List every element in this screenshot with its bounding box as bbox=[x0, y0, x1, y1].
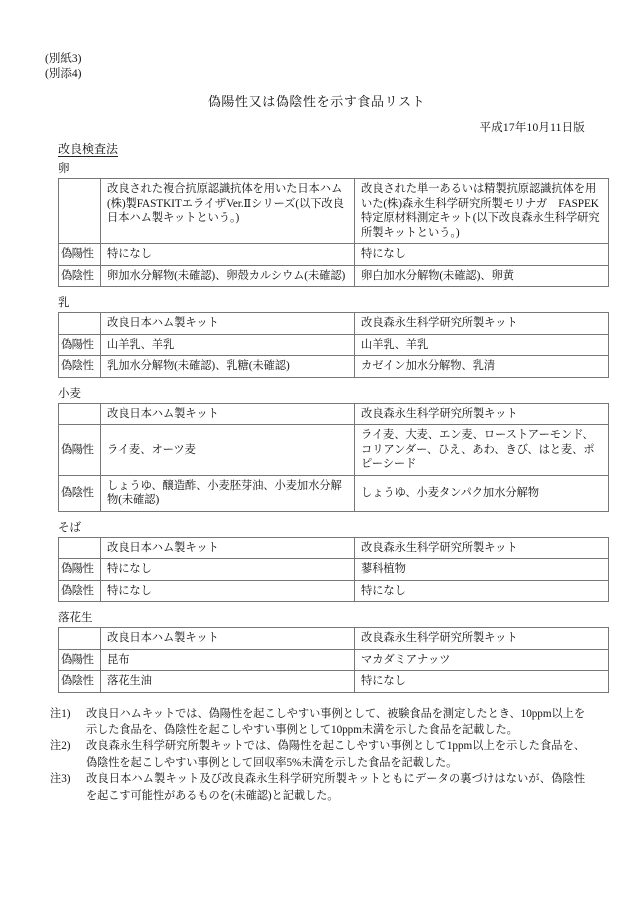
column-header-morinaga: 改良森永生科学研究所製キット bbox=[355, 537, 609, 559]
table-row bbox=[59, 265, 609, 287]
column-header-nipponham: 改良日本ハム製キット bbox=[101, 537, 355, 559]
table-milk bbox=[58, 312, 609, 378]
corner-cell bbox=[59, 403, 101, 425]
table-row bbox=[59, 649, 609, 671]
row-label-false-negative: 偽陰性 bbox=[59, 671, 101, 693]
cell-value: 蓼科植物 bbox=[355, 559, 609, 581]
cell-value: 特になし bbox=[101, 244, 355, 266]
cell-value: 特になし bbox=[355, 580, 609, 602]
cell-value: しょうゆ、小麦タンパク加水分解物 bbox=[355, 475, 609, 511]
section-label-buckwheat: そば bbox=[58, 521, 81, 534]
cell-value: 卵加水分解物(未確認)、卵殻カルシウム(未確認) bbox=[101, 265, 355, 287]
corner-cell bbox=[59, 537, 101, 559]
corner-cell bbox=[59, 313, 101, 335]
cell-value: 山羊乳、羊乳 bbox=[101, 334, 355, 356]
row-label-false-positive: 偽陽性 bbox=[59, 334, 101, 356]
row-label-false-negative: 偽陰性 bbox=[59, 475, 101, 511]
method-heading: 改良検査法 bbox=[58, 142, 119, 156]
column-header-nipponham: 改良された複合抗原認識抗体を用いた日本ハム(株)製FASTKITエライザVer.Ⅱシリーズ(以下改良日本ハム製キットという。) bbox=[101, 179, 355, 244]
row-label-false-positive: 偽陽性 bbox=[59, 425, 101, 476]
column-header-morinaga: 改良森永生科学研究所製キット bbox=[355, 313, 609, 335]
table-row bbox=[59, 425, 609, 476]
table-buckwheat bbox=[58, 537, 609, 603]
column-header-morinaga: 改良森永生科学研究所製キット bbox=[355, 403, 609, 425]
cell-value: しょうゆ、醸造酢、小麦胚芽油、小麦加水分解物(未確認) bbox=[101, 475, 355, 511]
table-row bbox=[59, 313, 609, 335]
cell-value: 特になし bbox=[101, 580, 355, 602]
table-row bbox=[59, 559, 609, 581]
cell-value: 特になし bbox=[355, 244, 609, 266]
table-wheat bbox=[58, 403, 609, 512]
cell-value: 卵白加水分解物(未確認)、卵黄 bbox=[355, 265, 609, 287]
table-row bbox=[59, 403, 609, 425]
footnote-number: 注2) bbox=[50, 740, 71, 753]
attachment-line-1: (別紙3) bbox=[45, 53, 82, 65]
section-buckwheat bbox=[42, 521, 585, 603]
table-peanut bbox=[58, 627, 609, 693]
cell-value: 山羊乳、羊乳 bbox=[355, 334, 609, 356]
row-label-false-negative: 偽陰性 bbox=[59, 265, 101, 287]
section-label-milk: 乳 bbox=[58, 297, 70, 309]
row-label-false-positive: 偽陽性 bbox=[59, 244, 101, 266]
row-label-false-negative: 偽陰性 bbox=[59, 580, 101, 602]
cell-value: カゼイン加水分解物、乳清 bbox=[355, 356, 609, 378]
section-label-peanut: 落花生 bbox=[58, 612, 93, 624]
cell-value: 落花生油 bbox=[101, 671, 355, 693]
row-label-false-positive: 偽陽性 bbox=[59, 649, 101, 671]
attachment-reference-block bbox=[45, 52, 585, 82]
section-egg bbox=[42, 162, 611, 287]
footnote-number: 注1) bbox=[50, 707, 71, 720]
table-row bbox=[59, 244, 609, 266]
cell-value: 昆布 bbox=[101, 649, 355, 671]
column-header-morinaga: 改良森永生科学研究所製キット bbox=[355, 628, 609, 650]
footnotes bbox=[50, 706, 585, 804]
table-row bbox=[59, 580, 609, 602]
section-milk bbox=[42, 296, 585, 378]
table-row bbox=[59, 179, 609, 244]
section-peanut bbox=[42, 611, 585, 693]
footnote-text: 改良森永生科学研究所製キットでは、偽陽性を起こしやすい事例として1ppm以上を示した食品を、偽陰性を起こしやすい事例として回収率5%未満を示した食品を記載した。 bbox=[86, 740, 585, 769]
column-header-morinaga: 改良された単一あるいは精製抗原認識抗体を用いた(株)森永生科学研究所製モリナガ FASPEK 特定原材料測定キット(以下改良森永生科学研究所製キットという。) bbox=[355, 179, 609, 244]
table-egg bbox=[58, 178, 609, 287]
table-row bbox=[59, 475, 609, 511]
footnote-text: 改良日本ハム製キット及び改良森永生科学研究所製キットともにデータの裏づけはないが、偽陰性を起こす可能性があるものを(未確認)と記載した。 bbox=[86, 773, 585, 802]
row-label-false-positive: 偽陽性 bbox=[59, 559, 101, 581]
footnote-number: 注3) bbox=[50, 773, 71, 786]
page-title: 偽陽性又は偽陰性を示す食品リスト bbox=[207, 94, 426, 109]
table-row bbox=[59, 628, 609, 650]
table-row bbox=[59, 537, 609, 559]
footnote-text: 改良日ハムキットでは、偽陽性を起こしやすい事例として、被験食品を測定したとき、10ppm以上を示した食品を、偽陰性を起こしやすい事例として10ppm未満を示した食品を記載した。 bbox=[86, 707, 585, 736]
cell-value: 特になし bbox=[101, 559, 355, 581]
row-label-false-negative: 偽陰性 bbox=[59, 356, 101, 378]
corner-cell bbox=[59, 628, 101, 650]
cell-value: 特になし bbox=[355, 671, 609, 693]
column-header-nipponham: 改良日本ハム製キット bbox=[101, 628, 355, 650]
attachment-line-2: (別添4) bbox=[45, 68, 82, 80]
section-label-egg: 卵 bbox=[58, 163, 70, 175]
section-label-wheat: 小麦 bbox=[58, 387, 81, 400]
table-row bbox=[59, 356, 609, 378]
column-header-nipponham: 改良日本ハム製キット bbox=[101, 403, 355, 425]
column-header-nipponham: 改良日本ハム製キット bbox=[101, 313, 355, 335]
footnote-item bbox=[50, 706, 585, 739]
table-row bbox=[59, 334, 609, 356]
document-date: 平成17年10月11日版 bbox=[479, 122, 585, 134]
cell-value: 乳加水分解物(未確認)、乳糖(未確認) bbox=[101, 356, 355, 378]
cell-value: マカダミアナッツ bbox=[355, 649, 609, 671]
table-row bbox=[59, 671, 609, 693]
section-wheat bbox=[42, 387, 595, 512]
footnote-item bbox=[50, 771, 585, 804]
cell-value: ライ麦、オーツ麦 bbox=[101, 425, 355, 476]
footnote-item bbox=[50, 738, 585, 771]
corner-cell bbox=[59, 179, 101, 244]
cell-value: ライ麦、大麦、エン麦、ローストアーモンド、コリアンダー、ひえ、あわ、きび、はと麦、ポピーシード bbox=[355, 425, 609, 476]
